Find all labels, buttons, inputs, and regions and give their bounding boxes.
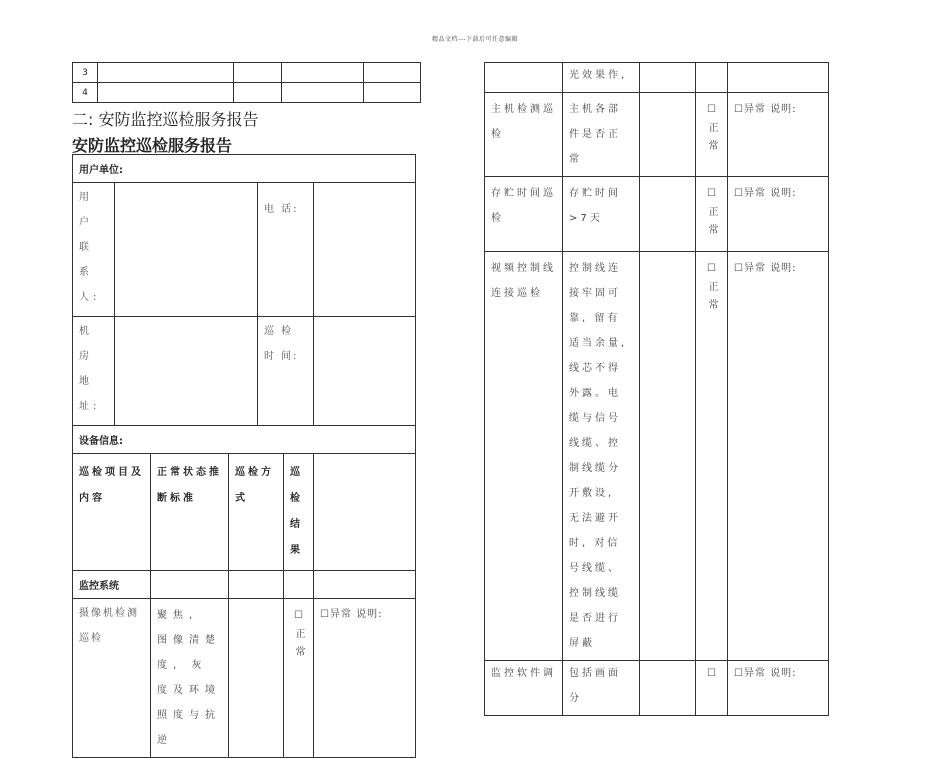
item-monitor-software: 监控软件调 <box>485 661 563 716</box>
normal-label: 正常 <box>706 281 717 317</box>
continued-text: 光效果作, <box>563 63 640 93</box>
abnormal-note: ☐异常 说明: <box>314 599 416 758</box>
item-video-control-line: 视频控制线连接巡检 <box>485 252 563 661</box>
normal-checkbox[interactable]: ☐ <box>707 263 716 274</box>
table-cell <box>282 83 364 103</box>
table-cell <box>98 63 234 83</box>
normal-label: 正常 <box>706 206 717 242</box>
table-cell <box>640 63 696 93</box>
inspection-form <box>72 154 416 758</box>
method-cell <box>640 252 696 661</box>
normal-checkbox[interactable]: ☐ <box>294 610 303 621</box>
col-header-item: 巡检项目及内容 <box>73 454 151 571</box>
normal-checkbox[interactable]: ☐ <box>707 104 716 115</box>
normal-label: 正常 <box>293 628 304 664</box>
table-cell <box>284 571 314 599</box>
result-checkbox-cell <box>284 599 314 758</box>
col-header-standard: 正常状态推断标准 <box>151 454 229 571</box>
abnormal-note: ☐异常 说明: <box>728 93 829 177</box>
standard-host-check: 主机各部件是否正常 <box>563 93 640 177</box>
address-value <box>115 317 258 426</box>
standard-storage-check: 存贮时间>7天 <box>563 177 640 252</box>
page-header-note: 精品文档---下载后可任意编辑 <box>432 36 518 43</box>
table-cell <box>98 83 234 103</box>
table-row <box>73 83 421 103</box>
address-label: 机 房 地 址: <box>73 317 115 426</box>
table-cell <box>728 63 829 93</box>
col-header-result: 巡检结果 <box>284 454 314 571</box>
standard-video-control-line: 控制线连接牢固可靠, 留有适当余量, 线芯不得外露。电缆与信号线缆、控制线缆分开敷设, 无法避开时, 对信号线缆、控制线缆是否进行屏蔽 <box>563 252 640 661</box>
standard-monitor-software: 包括画面分 <box>563 661 640 716</box>
table-cell <box>314 454 416 571</box>
table-cell <box>364 83 421 103</box>
table-row <box>485 63 829 93</box>
result-checkbox-cell <box>696 93 728 177</box>
method-cell <box>640 177 696 252</box>
device-info-label: 设备信息: <box>73 426 416 454</box>
normal-checkbox[interactable]: ☐ <box>696 661 728 716</box>
table-row <box>73 426 416 454</box>
method-cell <box>640 661 696 716</box>
col-header-method: 巡检方式 <box>229 454 284 571</box>
method-cell <box>640 93 696 177</box>
abnormal-note: ☐异常 说明: <box>728 661 829 716</box>
table-row <box>73 63 421 83</box>
contact-value <box>115 183 258 317</box>
phone-label: 电 话: <box>258 183 314 317</box>
table-cell <box>229 571 284 599</box>
table-cell <box>234 63 282 83</box>
normal-label: 正常 <box>706 122 717 158</box>
inspect-time-value <box>314 317 416 426</box>
table-cell <box>151 571 229 599</box>
contact-label: 用 户 联 系 人: <box>73 183 115 317</box>
table-row <box>73 317 416 426</box>
abnormal-note: ☐异常 说明: <box>728 252 829 661</box>
section-heading: 二: 安防监控巡检服务报告 <box>72 110 259 129</box>
item-camera-check: 摄像机检测巡检 <box>73 599 151 758</box>
report-title: 安防监控巡检服务报告 <box>72 136 233 155</box>
table-cell <box>696 63 728 93</box>
table-row <box>485 252 829 661</box>
result-checkbox-cell <box>696 177 728 252</box>
row-number: 3 <box>73 63 98 83</box>
table-row <box>73 599 416 758</box>
abnormal-note: ☐异常 说明: <box>728 177 829 252</box>
table-row <box>73 571 416 599</box>
table-row <box>485 661 829 716</box>
table-cell <box>234 83 282 103</box>
continued-table-top <box>72 62 421 103</box>
table-row <box>73 183 416 317</box>
item-host-check: 主机检测巡检 <box>485 93 563 177</box>
table-cell <box>282 63 364 83</box>
table-row <box>485 93 829 177</box>
table-row <box>73 454 416 571</box>
inspect-time-label: 巡 检 时 间: <box>258 317 314 426</box>
table-cell <box>485 63 563 93</box>
table-row <box>485 177 829 252</box>
table-row <box>73 155 416 183</box>
normal-checkbox[interactable]: ☐ <box>707 188 716 199</box>
method-cell <box>229 599 284 758</box>
row-number: 4 <box>73 83 98 103</box>
standard-camera-check: 聚焦, 图像清楚度, 灰度及环境照度与抗逆 <box>151 599 229 758</box>
user-unit-label: 用户单位: <box>73 155 416 183</box>
result-checkbox-cell <box>696 252 728 661</box>
table-cell <box>364 63 421 83</box>
item-storage-check: 存贮时间巡检 <box>485 177 563 252</box>
table-cell <box>314 571 416 599</box>
inspection-form-continued <box>484 62 829 716</box>
phone-value <box>314 183 416 317</box>
section-monitor-system: 监控系统 <box>73 571 151 599</box>
